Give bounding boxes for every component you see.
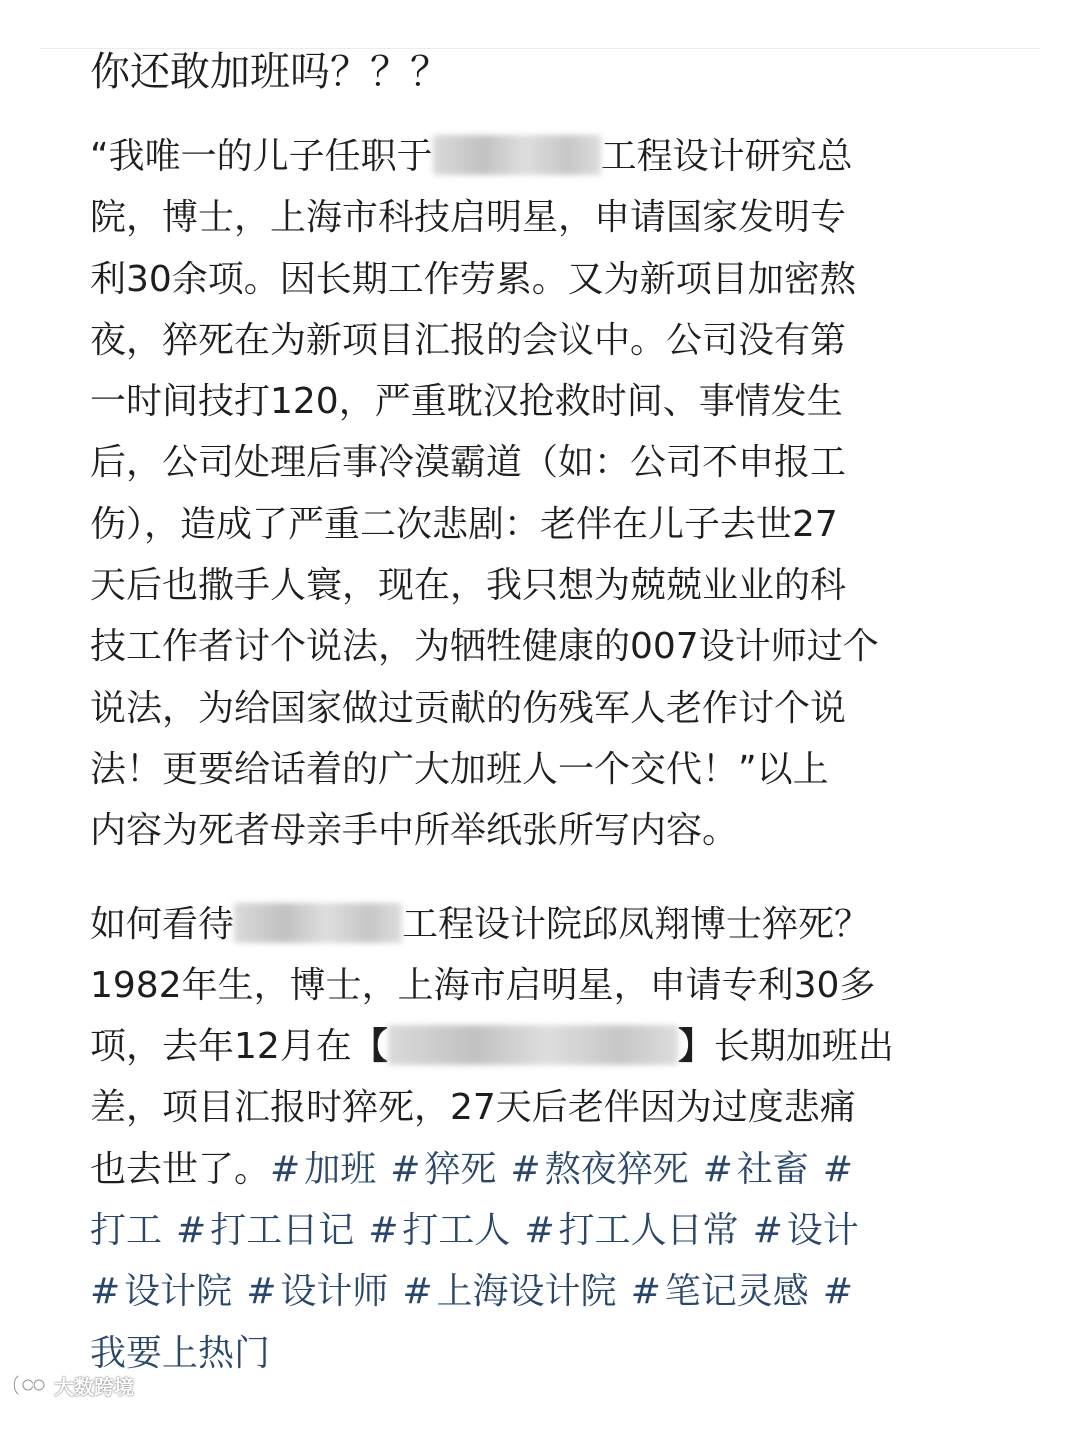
hashtag[interactable]: # 猝死 [390, 1148, 497, 1190]
watermark-text: 大数跨境 [54, 1374, 134, 1399]
text-line: 说法，为给国家做过贡献的伤残军人老作讨个说 [90, 687, 847, 729]
text-line: 技工作者讨个说法，为牺牲健康的007设计师过个 [90, 626, 879, 668]
hashtag[interactable]: # 设计院 [90, 1271, 233, 1313]
hashtag[interactable]: # [822, 1148, 853, 1190]
watermark [10, 1370, 134, 1400]
hashtag[interactable]: 打工 [90, 1210, 163, 1252]
text-line [90, 1323, 1020, 1384]
hashtag[interactable]: # [822, 1271, 853, 1313]
text-line: 一时间技打120，严重耽汉抢救时间、事情发生 [90, 381, 843, 423]
paragraph-quote [90, 126, 1020, 862]
hashtag[interactable]: # 社畜 [702, 1148, 809, 1190]
text-line: 后，公司处理后事冷漠霸道（如：公司不申报工 [90, 442, 847, 484]
logo-icon [10, 1372, 48, 1398]
hashtag[interactable]: # 加班 [270, 1148, 377, 1190]
redacted-text [433, 135, 601, 175]
text-line: 利30余项。因长期工作劳累。又为新项目加密熬 [90, 258, 856, 300]
text-line: 夜，猝死在为新项目汇报的会议中。公司没有第 [90, 319, 847, 361]
text-line: 1982年生，博士，上海市启明星，申请专利30多 [90, 964, 876, 1006]
text-line: 也去世了。# 加班 # 猝死 # 熬夜猝死 # 社畜 # [90, 1139, 1020, 1200]
text-line: 法！更要给话着的广大加班人一个交代！”以上 [90, 748, 829, 790]
text-line: 天后也撒手人寰，现在，我只想为兢兢业业的科 [90, 565, 847, 607]
post-title: 你还敢加班吗？？？ [90, 49, 450, 95]
text-line: 伤），造成了严重二次悲剧：老伴在儿子去世27 [90, 503, 838, 545]
post-body [90, 126, 1020, 1384]
redacted-text [388, 1025, 678, 1065]
text-line: 内容为死者母亲手中所举纸张所写内容。 [90, 810, 739, 852]
hashtag[interactable]: # 熬夜猝死 [510, 1148, 689, 1190]
text-line [90, 1200, 1020, 1261]
text-line: 差，项目汇报时猝死，27天后老伴因为过度悲痛 [90, 1087, 856, 1129]
text-line: 如何看待 工程设计院邱凤翔博士猝死？ [90, 903, 871, 945]
hashtag[interactable]: # 上海设计院 [402, 1271, 617, 1313]
text-line: “我唯一的儿子任职于 工程设计研究总 [90, 136, 853, 177]
hashtag[interactable]: 我要上热门 [90, 1332, 271, 1374]
hashtag[interactable]: # 设计 [752, 1210, 859, 1252]
text-line: 院，博士，上海市科技启明星，申请国家发明专 [90, 197, 847, 239]
hashtag[interactable]: # 打工日记 [176, 1210, 355, 1252]
hashtag[interactable]: # 设计师 [246, 1271, 389, 1313]
hashtag[interactable]: # 笔记灵感 [630, 1271, 809, 1313]
hashtag[interactable]: # 打工人日常 [524, 1210, 739, 1252]
hashtag[interactable]: # 打工人 [368, 1210, 511, 1252]
text-line [90, 1261, 1020, 1322]
text-line: 项，去年12月在【 】长期加班出 [90, 1026, 894, 1068]
redacted-text [234, 903, 402, 943]
paragraph-question [90, 894, 1020, 1384]
